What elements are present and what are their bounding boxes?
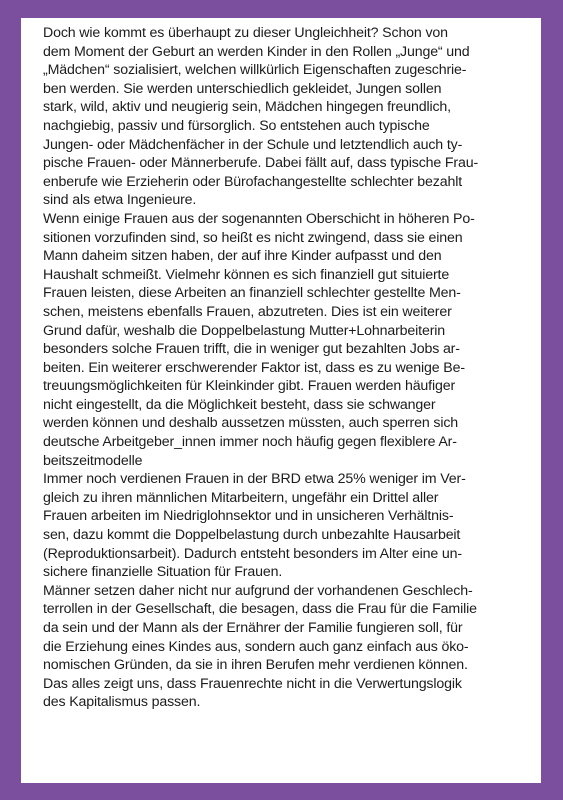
text-line: die Erziehung eines Kindes aus, sondern auch ganz einfach aus öko- <box>43 638 469 655</box>
text-line: schen, meistens ebenfalls Frauen, abzutreten. Dies ist ein weiterer <box>43 303 452 320</box>
text-line: Haushalt schmeißt. Vielmehr können es sich finanziell gut situierte <box>43 266 450 283</box>
body-text <box>43 24 523 712</box>
text-line: nicht eingestellt, da die Möglichkeit besteht, dass sie schwanger <box>43 396 436 413</box>
text-line: ben werden. Sie werden unterschiedlich gekleidet, Jungen sollen <box>43 80 442 97</box>
text-line: sichere finanzielle Situation für Frauen. <box>43 564 283 581</box>
text-line: nomischen Gründen, da sie in ihren Berufen mehr verdienen können. <box>43 657 468 674</box>
text-line: werden können und deshalb aussetzen müssten, auch sperren sich <box>43 415 459 432</box>
text-line: dem Moment der Geburt an werden Kinder in den Rollen „Junge“ und <box>43 43 470 60</box>
text-line: treuungsmöglichkeiten für Kleinkinder gibt. Frauen werden häufiger <box>43 378 456 395</box>
text-line: stark, wild, aktiv und neugierig sein, Mädchen hingegen freundlich, <box>43 99 451 116</box>
text-line: pische Frauen- oder Männerberufe. Dabei fällt auf, dass typische Frau- <box>43 155 479 172</box>
text-line: Immer noch verdienen Frauen in der BRD etwa 25% weniger im Ver- <box>43 471 466 488</box>
text-line: besonders solche Frauen trifft, die in weniger gut bezahlten Jobs ar- <box>43 341 460 358</box>
text-line: gleich zu ihren männlichen Mitarbeitern, ungefähr ein Drittel aller <box>43 489 439 506</box>
text-line: Jungen- oder Mädchenfächer in der Schule und letztendlich auch ty- <box>43 136 463 153</box>
text-line: Frauen arbeiten im Niedriglohnsektor und in unsicheren Verhältnis- <box>43 508 454 525</box>
text-line: Das alles zeigt uns, dass Frauenrechte nicht in die Verwertungslogik <box>43 675 462 692</box>
text-line: Doch wie kommt es überhaupt zu dieser Ungleichheit? Schon von <box>43 25 448 41</box>
text-line: Mann daheim sitzen haben, der auf ihre Kinder aufpasst und den <box>43 248 442 265</box>
text-line: des Kapitalismus passen. <box>43 694 201 711</box>
text-line: Wenn einige Frauen aus der sogenannten Oberschicht in höheren Po- <box>43 210 475 227</box>
text-line: (Reproduktionsarbeit). Dadurch entsteht besonders im Alter eine un- <box>43 545 462 562</box>
text-line: enberufe wie Erzieherin oder Bürofachangestellte schlechter bezahlt <box>43 173 462 190</box>
text-line: sitionen vorzufinden sind, so heißt es nicht zwingend, dass sie einen <box>43 229 463 246</box>
text-line: beiten. Ein weiterer erschwerender Faktor ist, dass es zu wenige Be- <box>43 359 465 376</box>
text-line: sind als etwa Ingenieure. <box>43 192 197 209</box>
text-line: sen, dazu kommt die Doppelbelastung durch unbezahlte Hausarbeit <box>43 527 461 544</box>
text-line: nachgiebig, passiv und fürsorglich. So entstehen auch typische <box>43 117 430 134</box>
text-line: Männer setzen daher nicht nur aufgrund der vorhandenen Geschlech- <box>43 582 473 599</box>
text-line: beitszeitmodelle <box>43 452 143 469</box>
text-line: „Mädchen“ sozialisiert, welchen willkürlich Eigenschaften zugeschrie- <box>43 62 467 79</box>
text-line: deutsche Arbeitgeber_innen immer noch häufig gegen flexiblere Ar- <box>43 434 457 451</box>
text-line: da sein und der Mann als der Ernährer der Familie fungieren soll, für <box>43 620 463 636</box>
text-line: Frauen leisten, diese Arbeiten an finanziell schlechter gestellte Men- <box>43 285 461 302</box>
text-line: terrollen in der Gesellschaft, die besagen, dass die Frau für die Familie <box>43 601 477 618</box>
text-line: Grund dafür, weshalb die Doppelbelastung Mutter+Lohnarbeiterin <box>43 322 446 339</box>
document-page <box>21 18 541 783</box>
